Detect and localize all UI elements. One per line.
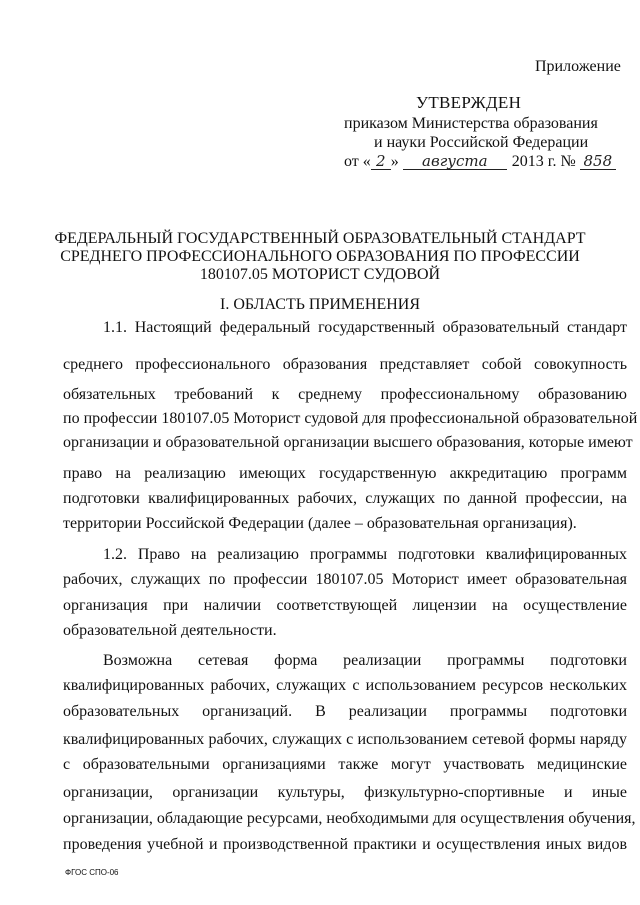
p1-line-3: обязательных требований к среднему профессиональному образованию bbox=[63, 386, 627, 403]
p3-line-3: образовательных организаций. В реализации программы подготовки bbox=[63, 703, 627, 720]
p2-line-1: 1.2. Право на реализацию программы подготовки квалифицированных bbox=[103, 546, 627, 563]
section-heading: I. ОБЛАСТЬ ПРИМЕНЕНИЯ bbox=[219, 296, 421, 313]
p1-line-2: среднего профессионального образования представляет собой совокупность bbox=[63, 356, 627, 373]
date-month-handwritten: августа bbox=[422, 152, 488, 170]
p3-line-2: квалифицированных рабочих, служащих с использованием ресурсов нескольких bbox=[63, 677, 627, 694]
p3-line-1: Возможна сетевая форма реализации программы подготовки bbox=[103, 652, 627, 669]
date-mid: » bbox=[390, 153, 399, 170]
order-number-field bbox=[580, 154, 616, 170]
p1-line-5: организации и образовательной организации высшего образования, которые имеют bbox=[63, 434, 633, 451]
order-line-1: приказом Министерства образования bbox=[344, 115, 598, 132]
p3-line-8: проведения учебной и производственной практики и осуществления иных видов bbox=[63, 836, 627, 853]
approved-label: УТВЕРЖДЕН bbox=[416, 93, 522, 112]
order-line-2: и науки Российской Федерации bbox=[374, 134, 589, 151]
date-month-field bbox=[403, 154, 507, 170]
p1-line-1: 1.1. Настоящий федеральный государственный образовательный стандарт bbox=[103, 319, 627, 336]
p2-line-3: организация при наличии соответствующей лицензии на осуществление bbox=[63, 597, 627, 614]
p1-line-8: территории Российской Федерации (далее – образовательная организация). bbox=[63, 515, 577, 532]
p3-line-7: организации, обладающие ресурсами, необходимыми для осуществления обучения, bbox=[63, 810, 636, 827]
title-line-3: 180107.05 МОТОРИСТ СУДОВОЙ bbox=[199, 266, 441, 283]
p1-line-7: подготовки квалифицированных рабочих, служащих по данной профессии, на bbox=[63, 490, 627, 507]
date-prefix: от « bbox=[344, 153, 371, 170]
p2-line-4: образовательной деятельности. bbox=[63, 622, 277, 639]
appendix-label: Приложение bbox=[535, 58, 621, 75]
p3-line-4: квалифицированных рабочих, служащих с использованием сетевой формы наряду bbox=[63, 731, 627, 748]
title-line-1: ФЕДЕРАЛЬНЫЙ ГОСУДАРСТВЕННЫЙ ОБРАЗОВАТЕЛЬНЫЙ СТАНДАРТ bbox=[54, 230, 586, 247]
p2-line-2: рабочих, служащих по профессии 180107.05 Моторист имеет образовательная bbox=[63, 571, 627, 588]
p1-line-4: по профессии 180107.05 Моторист судовой для профессиональной образовательной bbox=[63, 410, 638, 427]
order-number-handwritten: 858 bbox=[583, 152, 613, 170]
date-year: 2013 г. № bbox=[511, 153, 576, 170]
p1-line-6: право на реализацию имеющих государственную аккредитацию программ bbox=[63, 465, 627, 482]
p3-line-5: с образовательными организациями также могут участвовать медицинские bbox=[63, 756, 627, 773]
order-date-line bbox=[344, 153, 616, 171]
title-line-2: СРЕДНЕГО ПРОФЕССИОНАЛЬНОГО ОБРАЗОВАНИЯ ПО ПРОФЕССИИ bbox=[60, 248, 580, 265]
footer-code: ФГОС СПО-06 bbox=[65, 868, 119, 877]
p3-line-6: организации, организации культуры, физкультурно-спортивные и иные bbox=[63, 784, 627, 801]
date-day-handwritten: 2 bbox=[376, 152, 386, 170]
date-day-field bbox=[371, 154, 391, 170]
